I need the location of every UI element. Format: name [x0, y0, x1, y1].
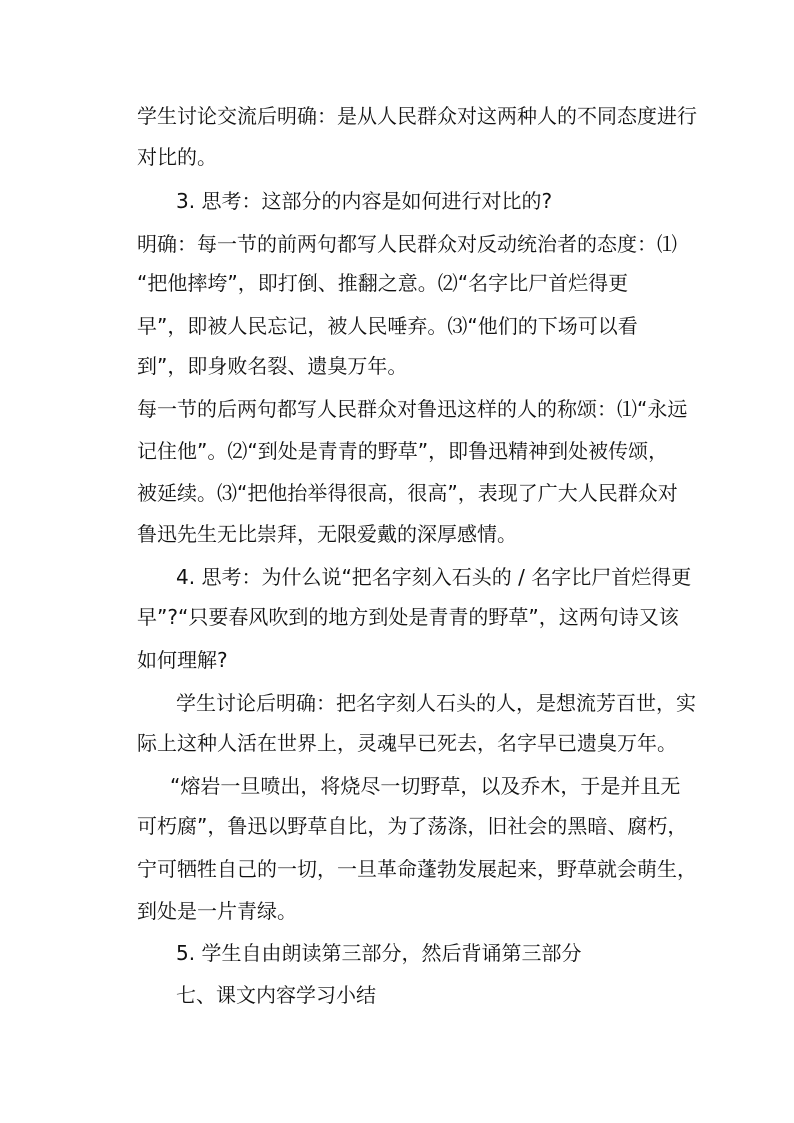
text-line: 学生讨论后明确：把名字刻人石头的人，是想流芳百世，实 [176, 691, 696, 715]
text-line: “把他摔垮”，即打倒、推翻之意。⑵“名字比尸首烂得更 [137, 271, 629, 295]
text-line: 可朽腐”，鲁迅以野草自比，为了荡涤，旧社会的黑暗、腐朽， [137, 814, 688, 838]
text-line: 到处是一片青绿。 [137, 899, 297, 923]
text-line: 宁可牺牲自己的一切，一旦革命蓬勃发展起来，野草就会萌生， [137, 857, 697, 881]
text-line: 到”，即身败名裂、遗臭万年。 [137, 354, 408, 378]
text-line: 际上这种人活在世界上，灵魂早已死去，名字早已遗臭万年。 [137, 731, 677, 755]
text-line: 早”?“只要春风吹到的地方到处是青青的野草”，这两句诗又该 [137, 605, 679, 629]
text-line: 明确：每一节的前两句都写人民群众对反动统治者的态度：⑴ [137, 232, 677, 256]
text-line: “熔岩一旦喷出，将烧尽一切野草，以及乔木，于是并且无 [170, 774, 681, 798]
text-line: 5. 学生自由朗读第三部分，然后背诵第三部分 [176, 941, 582, 965]
text-line: 如何理解? [137, 648, 228, 672]
text-line: 对比的。 [137, 145, 217, 169]
text-line: 3. 思考：这部分的内容是如何进行对比的? [176, 189, 553, 213]
text-line: 鲁迅先生无比崇拜，无限爱戴的深厚感情。 [137, 522, 517, 546]
text-line: 每一节的后两句都写人民群众对鲁迅这样的人的称颂：⑴“永远 [137, 397, 688, 421]
text-line: 学生讨论交流后明确：是从人民群众对这两种人的不同态度进行 [137, 104, 697, 128]
text-line: 记住他”。⑵“到处是青青的野草”，即鲁迅精神到处被传颂， [137, 439, 669, 463]
text-line: 七、课文内容学习小结 [176, 983, 376, 1007]
text-line: 早”，即被人民忘记，被人民唾弃。⑶“他们的下场可以看 [137, 314, 638, 338]
text-line: 被延续。⑶“把他抬举得很高，很高”，表现了广大人民群众对 [137, 481, 678, 505]
text-line: 4. 思考：为什么说“把名字刻入石头的 / 名字比尸首烂得更 [176, 565, 692, 589]
